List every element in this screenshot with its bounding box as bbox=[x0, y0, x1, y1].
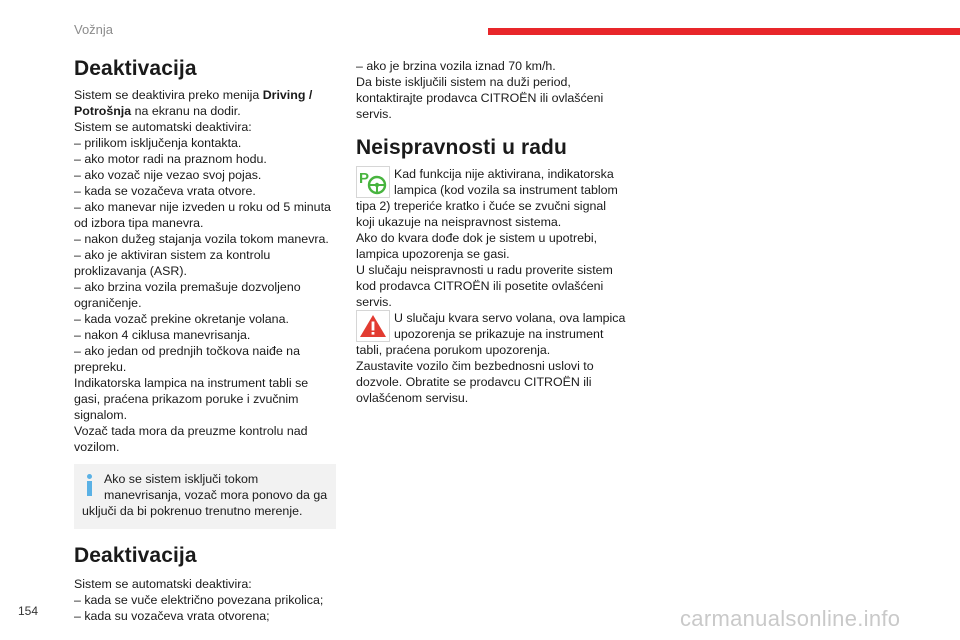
list-line: – ako je aktiviran sistem za kontrolu proklizavanja (ASR). bbox=[74, 248, 271, 278]
list-line: – ako brzina vozila premašuje dozvoljeno ograničenje. bbox=[74, 280, 301, 310]
page-number: 154 bbox=[18, 604, 39, 618]
paragraph: Zaustavite vozilo čim bezbednosni uslovi to dozvole. Obratite se prodavcu CITROËN ili ovlašćenom servisu. bbox=[356, 359, 594, 405]
header-accent-bar bbox=[488, 28, 960, 35]
watermark: carmanualsonline.info bbox=[680, 606, 901, 631]
heading-deactivation: Deaktivacija bbox=[74, 57, 197, 80]
info-note bbox=[74, 464, 336, 529]
info-icon-stem bbox=[87, 481, 92, 496]
list-line: Vozač tada mora da preuzme kontrolu nad vozilom. bbox=[74, 424, 308, 454]
left-column bbox=[74, 56, 336, 624]
section-title: Vožnja bbox=[74, 22, 114, 37]
paragraph: Da biste isključili sistem na duži period, kontaktirajte prodavca CITROËN ili ovlašćeni servis. bbox=[356, 75, 604, 121]
paragraph: Ako do kvara dođe dok je sistem u upotrebi, lampica upozorenja se gasi. bbox=[356, 231, 598, 261]
heading-deactivation-2: Deaktivacija bbox=[74, 544, 197, 567]
info-note-text: Ako se sistem isključi tokom manevrisanja, vozač mora ponovo da ga uključi da bi pokrenuo trenutno merenje. bbox=[82, 472, 328, 518]
list-line: – ako motor radi na praznom hodu. bbox=[74, 152, 267, 166]
exclamation-dot bbox=[372, 332, 375, 335]
list-line: – kada se vuče električno povezana prikolica; bbox=[74, 593, 324, 607]
list-line: Sistem se automatski deaktivira: bbox=[74, 120, 252, 134]
list-line: – kada su vozačeva vrata otvorena; bbox=[74, 609, 270, 623]
menu-path: Driving / Potrošnja bbox=[74, 88, 313, 118]
warning-triangle-icon bbox=[356, 310, 390, 342]
list-line: – ako je brzina vozila iznad 70 km/h. bbox=[356, 59, 556, 73]
right-column bbox=[356, 58, 626, 406]
paragraph-warning: U slučaju kvara servo volana, ova lampica upozorenja se prikazuje na instrument tabli, praćena porukom upozorenja. bbox=[356, 311, 626, 357]
list-line: – ako manevar nije izveden u roku od 5 minuta od izbora tipa manevra. bbox=[74, 200, 331, 230]
heading-malfunctions: Neispravnosti u radu bbox=[356, 136, 567, 159]
info-icon-dot bbox=[87, 474, 92, 479]
list-line: Indikatorska lampica na instrument tabli se gasi, praćena prikazom poruke i zvučnim signalom. bbox=[74, 376, 309, 422]
list-line: – prilikom isključenja kontakta. bbox=[74, 136, 242, 150]
text-span: na ekranu na dodir. bbox=[131, 104, 241, 118]
list-line: – kada se vozačeva vrata otvore. bbox=[74, 184, 256, 198]
steering-indicator-svg bbox=[356, 166, 390, 198]
list-line: – nakon 4 ciklusa manevrisanja. bbox=[74, 328, 251, 342]
warning-block bbox=[356, 310, 626, 358]
paragraph: U slučaju neispravnosti u radu proverite sistem kod prodavca CITROËN ili posetite ovlašćeni servis. bbox=[356, 263, 613, 309]
warning-triangle-svg bbox=[356, 310, 390, 342]
text-span: Sistem se deaktivira preko menija bbox=[74, 88, 263, 102]
paragraph-menu bbox=[74, 87, 336, 119]
list-line: – nakon dužeg stajanja vozila tokom manevra. bbox=[74, 232, 329, 246]
list-line: Sistem se automatski deaktivira: bbox=[74, 577, 252, 591]
list-line: – kada vozač prekine okretanje volana. bbox=[74, 312, 289, 326]
indicator-block bbox=[356, 166, 626, 230]
paragraph-indicator: Kad funkcija nije aktivirana, indikatorska lampica (kod vozila sa instrument tablom tipa 2) treperiće kratko i čuće se zvučni signal koji ukazuje na neispravnost sistema. bbox=[356, 167, 618, 229]
list-line: – ako jedan od prednjih točkova naiđe na prepreku. bbox=[74, 344, 300, 374]
exclamation-bar bbox=[372, 322, 375, 331]
info-icon bbox=[82, 474, 98, 496]
parking-p-glyph: P bbox=[359, 170, 370, 187]
list-line: – ako vozač nije vezao svoj pojas. bbox=[74, 168, 262, 182]
steering-indicator-icon bbox=[356, 166, 390, 198]
